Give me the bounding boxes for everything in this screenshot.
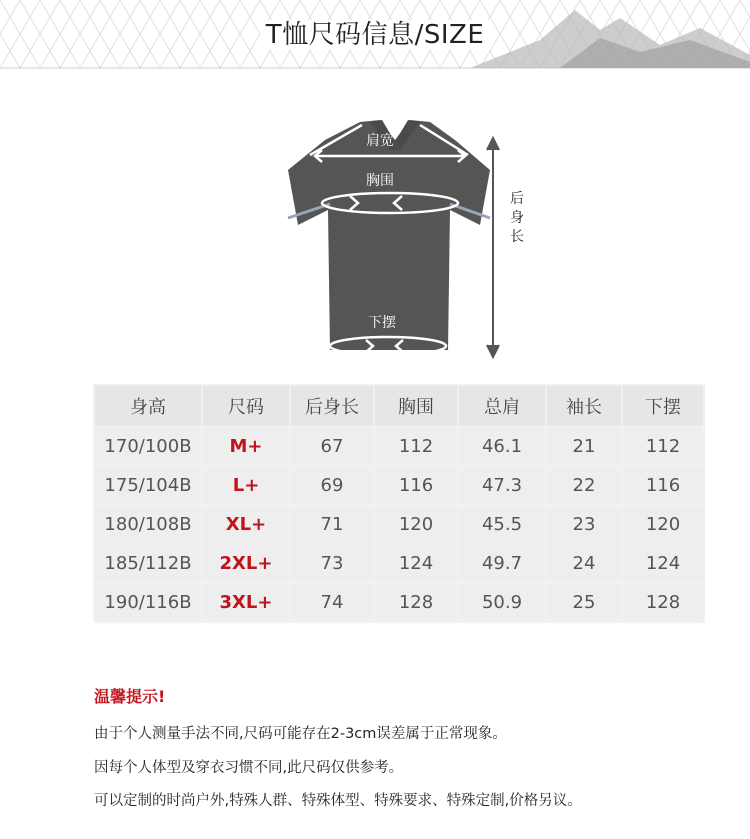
notice-line: 由于个人测量手法不同,尺码可能存在2-3cm误差属于正常现象。: [94, 726, 507, 742]
size-table: [93, 384, 705, 623]
cell-size: XL+: [203, 506, 289, 543]
notice-line: 可以定制的时尚户外,特殊人群、特殊体型、特殊要求、特殊定制,价格另议。: [94, 793, 582, 809]
header-hem: 下摆: [623, 386, 703, 426]
cell-back-length: 71: [291, 506, 373, 543]
header-chest: 胸围: [375, 386, 457, 426]
cell-chest: 116: [375, 467, 457, 504]
notice-title: 温馨提示!: [94, 687, 166, 706]
header-height: 身高: [95, 386, 201, 426]
cell-hem: 128: [623, 584, 703, 621]
cell-size: 2XL+: [203, 545, 289, 582]
cell-chest: 128: [375, 584, 457, 621]
cell-sleeve: 21: [547, 428, 621, 465]
table-row: [95, 428, 703, 465]
cell-sleeve: 22: [547, 467, 621, 504]
cell-size: 3XL+: [203, 584, 289, 621]
table-row: [95, 467, 703, 504]
notice-line: 因每个人体型及穿衣习惯不同,此尺码仅供参考。: [94, 760, 404, 776]
cell-shoulder: 50.9: [459, 584, 545, 621]
page-title: T恤尺码信息/SIZE: [0, 14, 750, 51]
back-length-label: 后 身 长: [510, 191, 524, 245]
cell-height: 185/112B: [95, 545, 201, 582]
cell-height: 190/116B: [95, 584, 201, 621]
cell-height: 170/100B: [95, 428, 201, 465]
cell-sleeve: 24: [547, 545, 621, 582]
cell-hem: 120: [623, 506, 703, 543]
cell-shoulder: 45.5: [459, 506, 545, 543]
table-header-row: [95, 386, 703, 426]
header-size: 尺码: [203, 386, 289, 426]
cell-height: 175/104B: [95, 467, 201, 504]
cell-chest: 112: [375, 428, 457, 465]
cell-size: L+: [203, 467, 289, 504]
header-sleeve: 袖长: [547, 386, 621, 426]
cell-size: M+: [203, 428, 289, 465]
table-row: [95, 545, 703, 582]
cell-sleeve: 25: [547, 584, 621, 621]
header-shoulder: 总肩: [459, 386, 545, 426]
table-row: [95, 584, 703, 621]
chest-label: 胸围: [366, 173, 394, 189]
cell-height: 180/108B: [95, 506, 201, 543]
cell-back-length: 73: [291, 545, 373, 582]
table-row: [95, 506, 703, 543]
cell-sleeve: 23: [547, 506, 621, 543]
shirt-diagram: [270, 110, 540, 370]
cell-hem: 116: [623, 467, 703, 504]
cell-chest: 120: [375, 506, 457, 543]
header-back-length: 后身长: [291, 386, 373, 426]
hem-label: 下摆: [368, 315, 396, 331]
cell-back-length: 67: [291, 428, 373, 465]
shoulder-label: 肩宽: [366, 133, 394, 149]
cell-shoulder: 49.7: [459, 545, 545, 582]
cell-shoulder: 46.1: [459, 428, 545, 465]
cell-chest: 124: [375, 545, 457, 582]
cell-hem: 124: [623, 545, 703, 582]
cell-shoulder: 47.3: [459, 467, 545, 504]
size-banner: [0, 0, 750, 70]
cell-hem: 112: [623, 428, 703, 465]
cell-back-length: 74: [291, 584, 373, 621]
cell-back-length: 69: [291, 467, 373, 504]
